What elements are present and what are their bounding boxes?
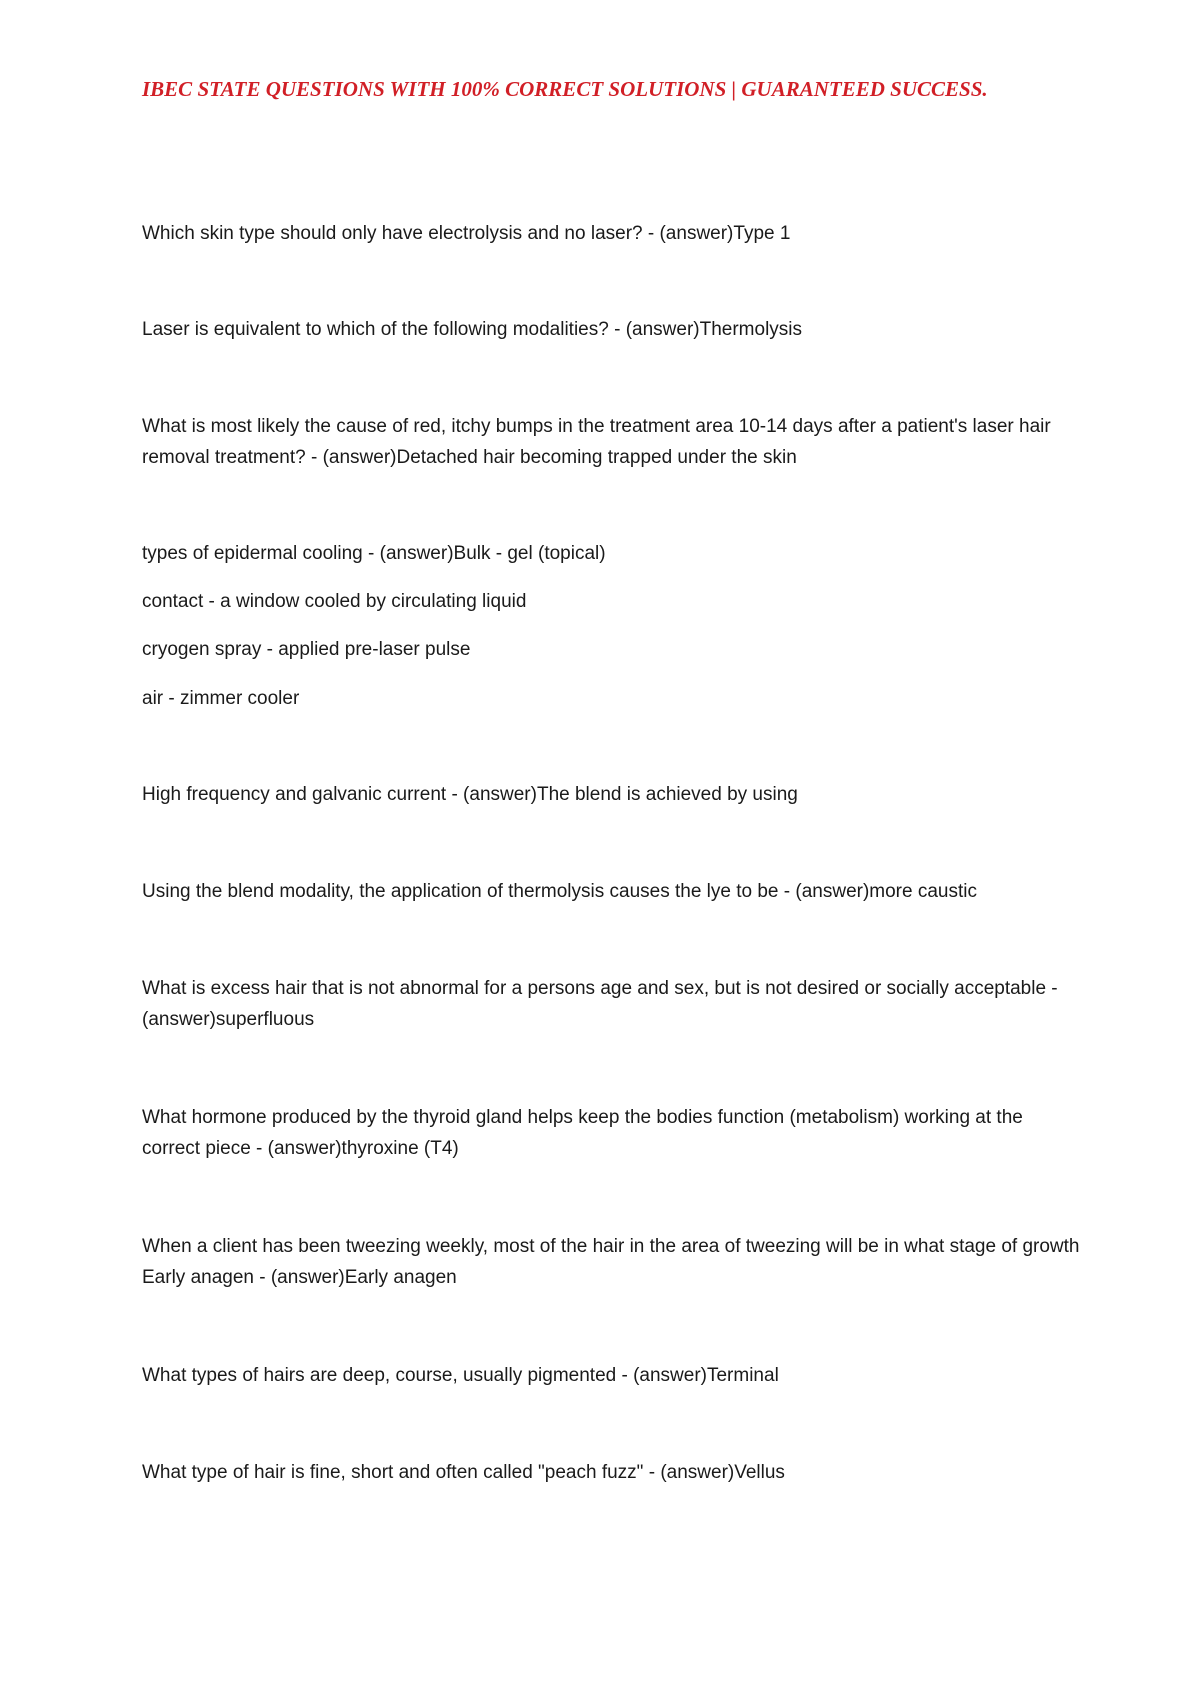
qa-entry-skin-type (142, 218, 1082, 249)
qa-entry-laser-modality (142, 314, 1082, 345)
cooling-type-contact: contact - a window cooled by circulating liquid (142, 591, 527, 612)
qa-entry-vellus-hair (142, 1457, 1082, 1488)
qa-text: Using the blend modality, the application of thermolysis causes the lye to be - (answer)more caustic (142, 881, 977, 902)
qa-text: When a client has been tweezing weekly, most of the hair in the area of tweezing will be in what stage of growth Early anagen - (answer)Early anagen (142, 1236, 1080, 1288)
qa-text: Which skin type should only have electrolysis and no laser? - (answer)Type 1 (142, 223, 791, 244)
cooling-type-cryogen: cryogen spray - applied pre-laser pulse (142, 639, 471, 660)
qa-text: What type of hair is fine, short and often called "peach fuzz" - (answer)Vellus (142, 1462, 785, 1483)
qa-text: What types of hairs are deep, course, usually pigmented - (answer)Terminal (142, 1365, 779, 1386)
qa-text: What hormone produced by the thyroid gland helps keep the bodies function (metabolism) working at the correct piece - (answer)thyroxine (T4) (142, 1107, 1023, 1159)
cooling-type-air: air - zimmer cooler (142, 688, 300, 709)
qa-entry-epidermal-cooling: types of epidermal cooling - (answer)Bulk - gel (topical) (142, 543, 606, 564)
qa-entry-blend-current (142, 779, 1082, 810)
qa-text: Laser is equivalent to which of the following modalities? - (answer)Thermolysis (142, 319, 803, 340)
qa-entry-superfluous-hair (142, 973, 1082, 1035)
qa-entry-thyroid-hormone (142, 1102, 1082, 1164)
qa-entry-blend-lye (142, 876, 1082, 907)
qa-text: High frequency and galvanic current - (answer)The blend is achieved by using (142, 784, 798, 805)
qa-text: What is excess hair that is not abnormal for a persons age and sex, but is not desired or socially acceptable - (answer)superfluous (142, 978, 1058, 1030)
qa-entry-tweezing-stage (142, 1231, 1082, 1293)
qa-text: What is most likely the cause of red, itchy bumps in the treatment area 10-14 days after a patient's laser hair removal treatment? - (answer)Detached hair becoming trapped under the skin (142, 416, 1051, 468)
document-title: IBEC STATE QUESTIONS WITH 100% CORRECT SOLUTIONS | GUARANTEED SUCCESS. (142, 77, 988, 101)
qa-entry-terminal-hair (142, 1360, 1082, 1391)
qa-entry-red-bumps (142, 411, 1082, 473)
